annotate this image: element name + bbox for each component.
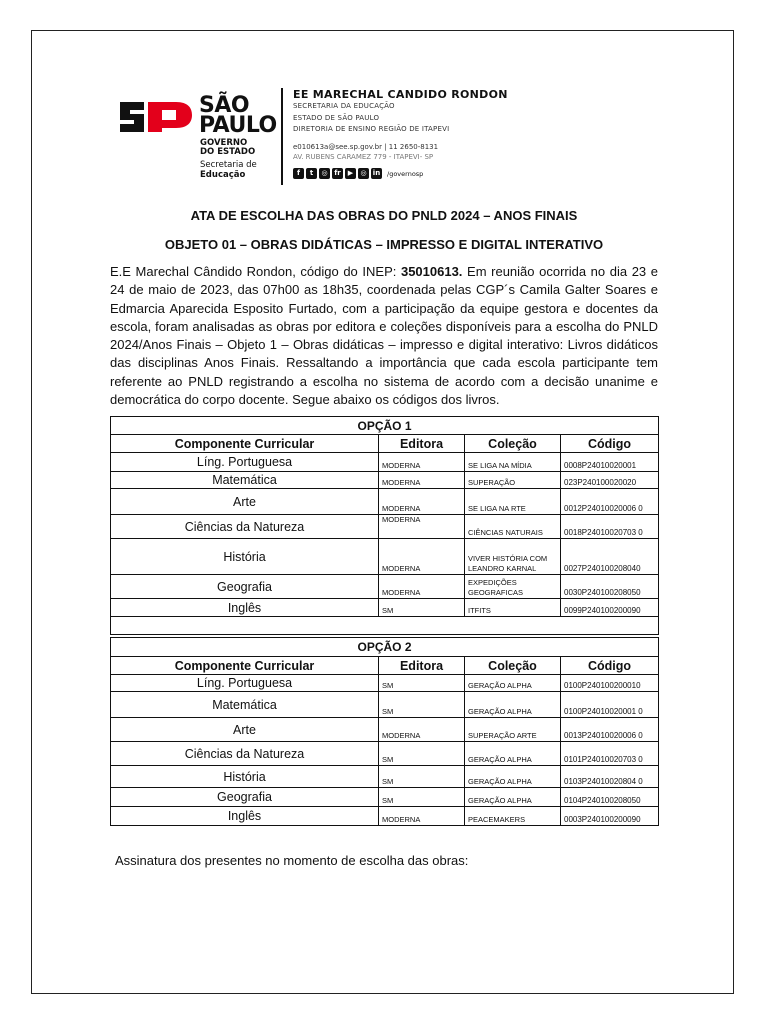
table-row: Líng. Portuguesa SM GERAÇÃO ALPHA 0100P240100200010 [111,675,659,692]
col-header-colecao: Coleção [465,657,561,675]
social-handle: /governosp [387,169,424,178]
col-header-componente: Componente Curricular [111,435,379,453]
option-2-title: OPÇÃO 2 [111,638,659,657]
table-row: Inglês MODERNA PEACEMAKERS 0003P240100200090 [111,807,659,826]
table-row: História MODERNA VIVER HISTÓRIA COM LEANDRO KARNAL 0027P240100208040 [111,539,659,575]
header-line-1: SECRETARIA DA EDUCAÇÃO [293,102,395,110]
table-row: Geografia SM GERAÇÃO ALPHA 0104P240100208050 [111,788,659,807]
youtube-icon: ▶ [345,168,356,179]
col-header-editora: Editora [379,657,465,675]
spacer-row [111,617,659,635]
header-contact: e010613a@see.sp.gov.br | 11 2650-8131 [293,142,439,151]
header-divider [281,88,283,185]
logo-governo: GOVERNO DO ESTADO [200,138,256,157]
col-header-colecao: Coleção [465,435,561,453]
body-paragraph: E.E Marechal Cândido Rondon, código do INEP: 35010613. Em reunião ocorrida no dia 23 e 24 de maio de 2023, das 07h00 as 18h35, coordenada pelas CGP´s Camila Galter Soares e Edmarcia Aparecida Esposito Furtado, com a participação da equipe gestora e docentes da escola, foram analisadas as obras por editora e coleções disponíveis para a escolha do PNLD 2024/Anos Finais – Objeto 1 – Obras didáticas – impresso e digital interativo: Livros didáticos das disciplinas Anos Finais. Ressaltando a importância que cada escola participante tem referente ao PNLD registrando a escolha no sistema de acordo com a decisão unanime e democrática do corpo docente. Segue abaixo os códigos dos livros. [110,264,658,408]
logo-secretaria: Secretaria de Educação [200,160,257,180]
table-row: Ciências da Natureza SM GERAÇÃO ALPHA 0101P24010020703 0 [111,742,659,766]
header-address: AV. RUBENS CARAMEZ 779 - ITAPEVI- SP [293,152,434,161]
header-line-3: DIRETORIA DE ENSINO REGIÃO DE ITAPEVI [293,125,450,133]
linkedin-icon: in [372,169,381,177]
instagram-icon: ◎ [319,168,330,179]
table-row: Arte MODERNA SUPERAÇÃO ARTE 0013P24010020006 0 [111,718,659,742]
table-row: História SM GERAÇÃO ALPHA 0103P24010020804 0 [111,766,659,788]
document-subtitle: OBJETO 01 – OBRAS DIDÁTICAS – IMPRESSO E DIGITAL INTERATIVO [164,237,604,252]
option-2-table [110,637,659,826]
flickr-icon: fr [332,168,343,179]
sp-logo-icon [118,98,194,136]
facebook-icon: f [293,168,304,179]
col-header-codigo: Código [561,657,659,675]
table-row: Arte MODERNA SE LIGA NA RTE 0012P24010020006 0 [111,489,659,515]
signature-line: Assinatura dos presentes no momento de escolha das obras: [115,853,469,868]
table-row: Inglês SM ITFITS 0099P240100200090 [111,599,659,617]
globe-icon: ◎ [358,168,369,179]
col-header-editora: Editora [379,435,465,453]
table-row: Líng. Portuguesa MODERNA SE LIGA NA MÍDIA 0008P24010020001 [111,453,659,472]
school-name: EE MARECHAL CANDIDO RONDON [293,88,508,101]
table-row: Matemática MODERNA SUPERAÇÃO 023P240100020020 [111,472,659,489]
option-1-table [110,416,659,635]
inep-code: 35010613. [400,264,463,279]
logo-wordmark: SÃO PAULO [199,93,277,138]
option-1-title: OPÇÃO 1 [111,417,659,435]
table-row: Geografia MODERNA EXPEDIÇÕES GEOGRAFICAS 0030P240100208050 [111,575,659,599]
table-row: Matemática SM GERAÇÃO ALPHA 0100P24010020001 0 [111,692,659,718]
twitter-icon: t [306,168,317,179]
school-header [293,88,508,162]
header-line-2: ESTADO DE SÃO PAULO [293,113,380,122]
document-title: ATA DE ESCOLHA DAS OBRAS DO PNLD 2024 – ANOS FINAIS [190,208,578,223]
social-icons [293,168,423,179]
table-row: Ciências da Natureza MODERNA CIÊNCIAS NATURAIS 0018P24010020703 0 [111,515,659,539]
col-header-codigo: Código [561,435,659,453]
col-header-componente: Componente Curricular [111,657,379,675]
